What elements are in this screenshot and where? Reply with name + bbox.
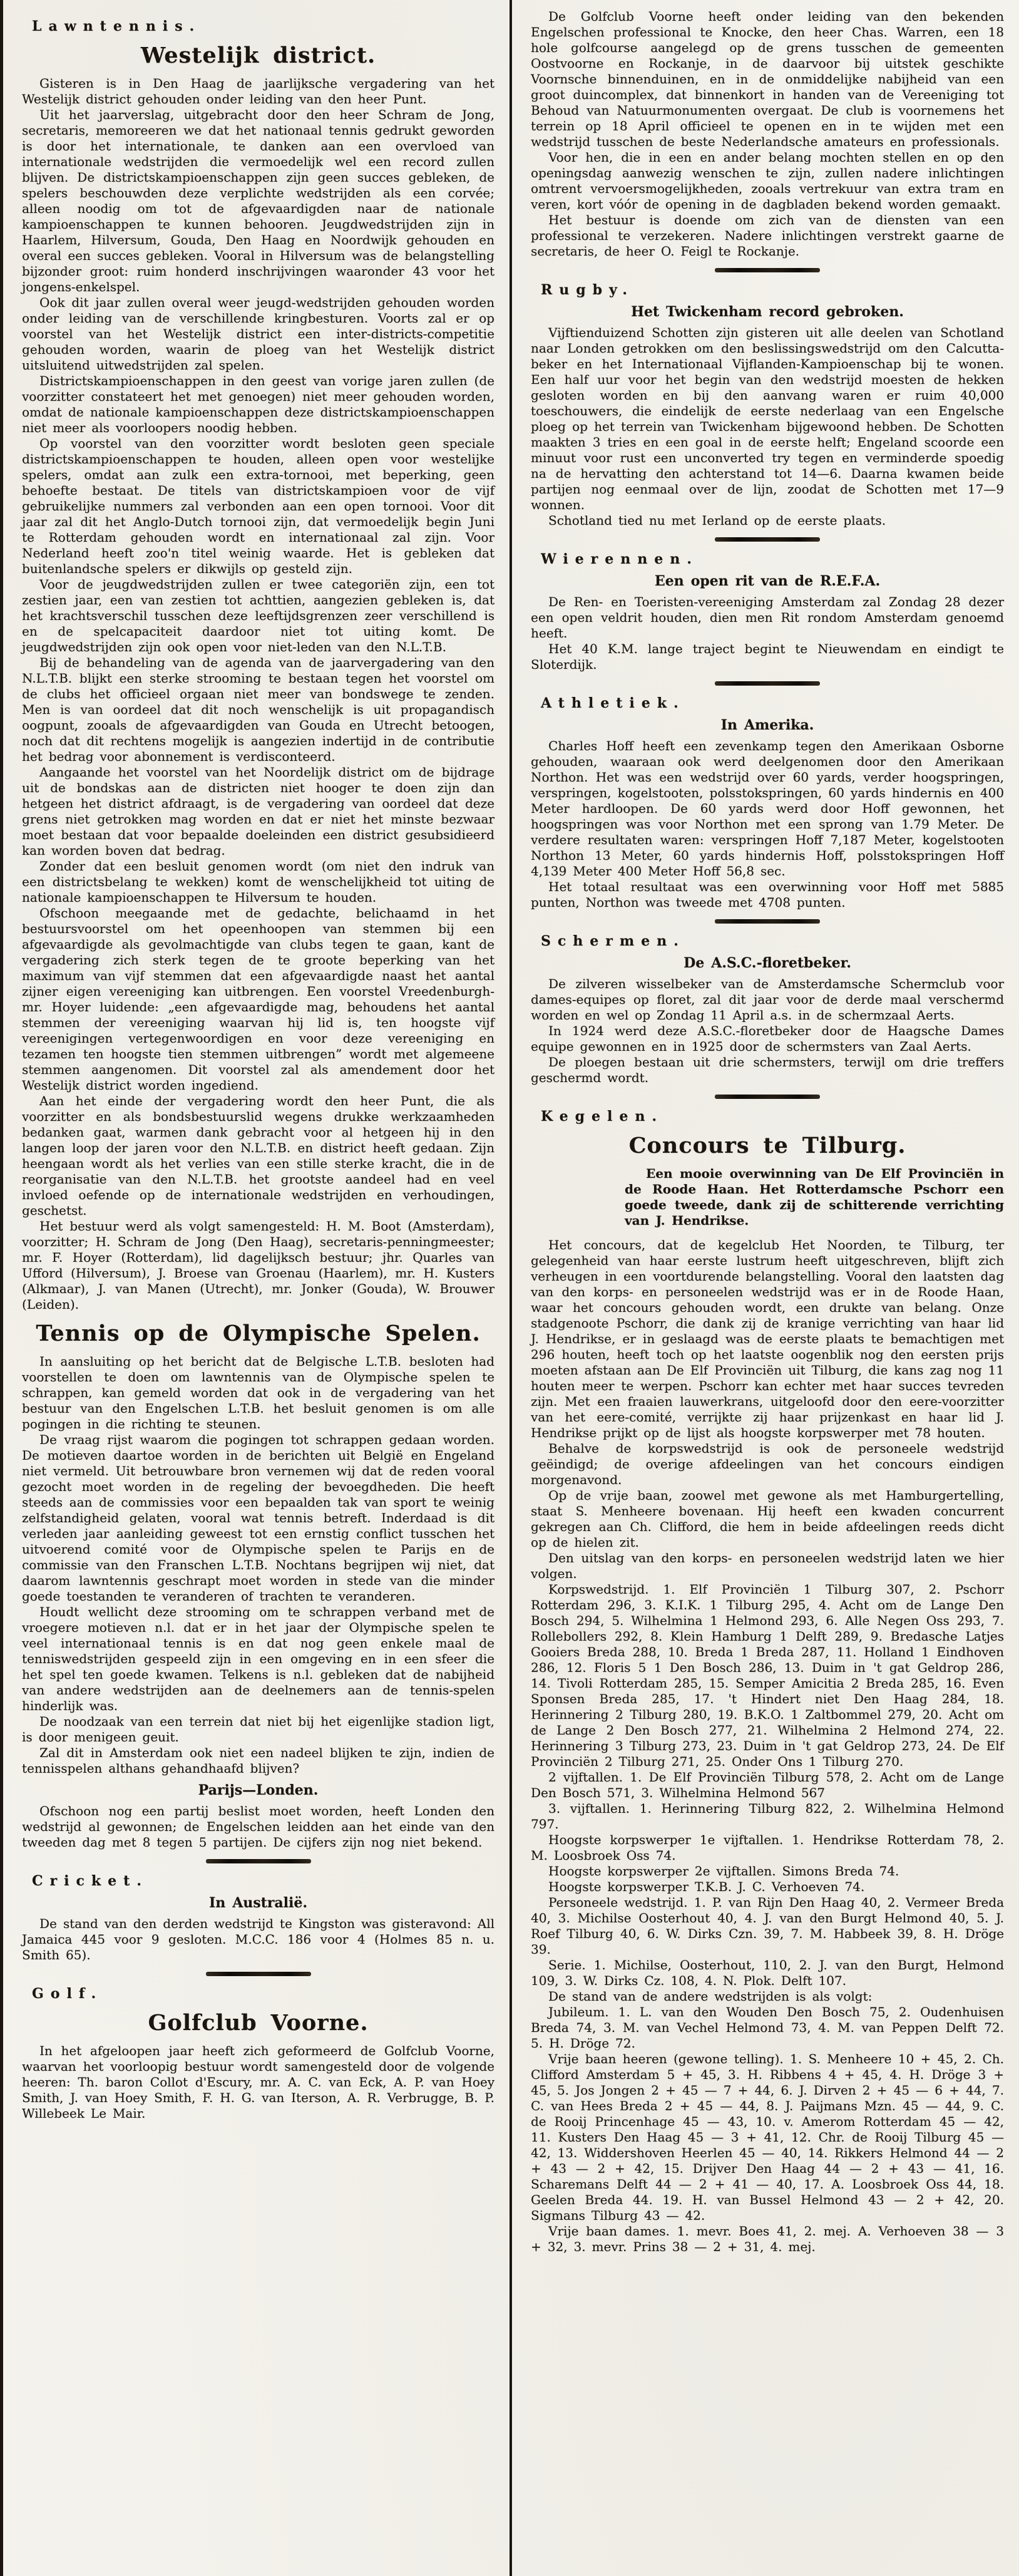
article-paragraph: Den uitslag van den korps- en personeelen wedstrijd laten we hier volgen. [531,1550,1004,1581]
article-paragraph: Gisteren is in Den Haag de jaarlijksche vergadering van het Westelijk district gehouden onder leiding van den heer Punt. [22,76,494,106]
article-subhead: In Amerika. [720,717,814,733]
article-paragraph: Ofschoon nog een partij beslist moet worden, heeft Londen den wedstrijd al gewonnen; de Engelschen leidden aan het einde van den tweeden dag met 8 tegen 5 partijen. De cijfers zijn nog niet bekend. [22,1803,494,1850]
article-paragraph: De Ren- en Toeristen-vereeniging Amsterdam zal Zondag 28 dezer een open veldrit houden, dien men Rit rondom Amsterdam genoemd heeft. [531,594,1004,641]
article-paragraph: Voor de jeugdwedstrijden zullen er twee categoriën zijn, een tot zestien jaar, een van zestien tot achttien, aangezien gebleken is, dat het krachtsverschil tusschen deze leeftijdsgrenzen zeer verschillend is en de spelcapaciteit daardoor niet tot uiting komt. De jeugdwedstrijden zijn ook open voor niet-leden van den N.L.T.B. [22,577,494,654]
section-divider [715,537,820,542]
article-headline: Golfclub Voorne. [148,2010,369,2036]
article-headline: Westelijk district. [140,43,376,68]
section-kicker: Athletiek. [541,695,685,711]
section-kicker: Wierennen. [541,551,699,567]
article-paragraph: Aan het einde der vergadering wordt den heer Punt, die als voorzitter en als bondsbestuurslid wegens drukke werkzaamheden bedanken gaat, warmen dank gebracht voor al hetgeen hij in den langen loop der jaren voor den N.L.T.B. en district heeft gedaan. Zijn heengaan wordt als het verlies van een stille sterke kracht, die in de reorganisatie van den N.L.T.B. het grootste aandeel had en veel invloed oefende op de internationale wedstrijden en verhoudingen, geschetst. [22,1093,494,1218]
article-paragraph: Vrije baan dames. 1. mevr. Boes 41, 2. mej. A. Verhoeven 38 — 3 + 32, 3. mevr. Prins 38 — 2 + 31, 4. mej. [531,2223,1004,2254]
article-subhead: Een open rit van de R.E.F.A. [654,573,881,589]
article-paragraph: Personeele wedstrijd. 1. P. van Rijn Den Haag 40, 2. Vermeer Breda 40, 3. Michilse Oosterhout 40, 4. J. van den Burgt Helmond 40, 5. J. Roef Tilburg 40, 6. W. Dirks Czn. 39, 7. M. Habbeek 39, 8. H. Dröge 39. [531,1895,1004,1957]
article-paragraph: Behalve de korpswedstrijd is ook de personeele wedstrijd geëindigd; de overige afdeelingen van het concours eindigen morgenavond. [531,1441,1004,1487]
article-paragraph: In het afgeloopen jaar heeft zich geformeerd de Golfclub Voorne, waarvan het voorloopig bestuur wordt samengesteld door de volgende heeren: Th. baron Collot d'Escury, mr. A. C. van Eck, A. P. van Hoey Smith, J. van Hoey Smith, F. H. G. van Iterson, A. R. Verbrugge, B. P. Willebeek Le Mair. [22,2043,494,2121]
article-paragraph: De stand van de andere wedstrijden is als volgt: [548,1989,873,2004]
article-paragraph: Ofschoon meegaande met de gedachte, belichaamd in het bestuursvoorstel om het opeenhoopen van stemmen bij een afgevaardigde als gevolmachtigde van clubs tegen te gaan, kant de vergadering zich sterk tegen de te groote beperking van het maximum van vijf stemmen dat een afgevaardigde naast het aantal zijner eigen vereeniging kan uitbrengen. Een voorstel Vreedenburgh-mr. Hoyer luidende: „een afgevaardigde mag, behoudens het aantal stemmen der vereeniging waarvan hij lid is, ten hoogste vijf vereenigingen vertegenwoordigen en voor deze vereeniging en tezamen ten hoogste tien stemmen uitbrengen” wordt met algemeene stemmen aangenomen. Dit voorstel zal als amendement door het Westelijk district worden ingediend. [22,905,494,1093]
section-divider [715,268,820,272]
article-headline: Tennis op de Olympische Spelen. [36,1321,481,1346]
article-lede: Een mooie overwinning van De Elf Provinciën in de Roode Haan. Het Rotterdamsche Pschorr een goede tweede, dank zij de schitterende verrichting van J. Hendrikse. [625,1166,1004,1228]
section-divider [715,919,820,924]
article-paragraph: Schotland tied nu met Ierland op de eerste plaats. [548,513,886,528]
left-column [0,0,509,2576]
section-divider [715,1095,820,1099]
article-subhead: In Australië. [208,1895,308,1911]
section-kicker: Lawntennis. [32,18,202,34]
article-paragraph: Het bestuur is doende om zich van de diensten van een professional te verzekeren. Nadere inlichtingen verstrekt gaarne de secretaris, de heer O. Feigl te Rockanje. [531,212,1004,259]
section-divider [715,681,820,686]
section-kicker: Rugby. [541,282,634,298]
article-paragraph: Op voorstel van den voorzitter wordt besloten geen speciale districtskampioenschappen te houden, alleen open voor westelijke spelers, omdat aan zulk een extra-tornooi, met beperking, geen behoefte bestaat. De titels van districtskampioen voor de vijf gebruikelijke nummers zal verbonden aan een open tornooi. Voor dit jaar zal dit het Anglo-Dutch tornooi zijn, dat vermoedelijk begin Juni te Rotterdam gehouden wordt en internationaal zal zijn. Voor Nederland heeft zoo'n titel weinig waarde. Het is gebleken dat buitenlandsche spelers er dikwijls op gesteld zijn. [22,436,494,576]
article-paragraph: Serie. 1. Michilse, Oosterhout, 110, 2. J. van den Burgt, Helmond 109, 3. W. Dirks Cz. 108, 4. N. Plok. Delft 107. [531,1957,1004,1988]
article-paragraph: Korpswedstrijd. 1. Elf Provinciën 1 Tilburg 307, 2. Pschorr Rotterdam 296, 3. K.I.K. 1 Tilburg 295, 4. Acht om de Lange Den Bosch 294, 5. Wilhelmina 1 Helmond 293, 6. Alle Negen Oss 293, 7. Rollebollers 292, 8. Klein Hamburg 1 Delft 289, 9. Bredasche Latjes Gooiers Breda 288, 10. Breda 1 Breda 287, 11. Holland 1 Eindhoven 286, 12. Floris 5 1 Den Bosch 286, 13. Duim in 't gat Geldrop 286, 14. Tivoli Rotterdam 285, 15. Semper Amicitia 2 Breda 285, 16. Even Sponsen Breda 285, 17. 't Hindert niet Den Haag 284, 18. Herinnering 2 Tilburg 280, 19. B.K.O. 1 Zaltbommel 279, 20. Acht om de Lange 2 Den Bosch 277, 21. Wilhelmina 2 Helmond 274, 22. Herinnering 3 Tilburg 273, 23. Duim in 't gat Geldrop 273, 24. De Elf Provinciën 2 Tilburg 271, 25. Onder Ons 1 Tilburg 270. [531,1582,1004,1769]
article-paragraph: Het concours, dat de kegelclub Het Noorden, te Tilburg, ter gelegenheid van haar eerste lustrum heeft uitgeschreven, blijft zich verheugen in een voortdurende belangstelling. Vooral den laatsten dag van den korps- en personeelen wedstrijd was er in de Roode Haan, waar het concours gehouden wordt, een drukte van belang. Onze stadgenoote Pschorr, die dank zij de kranige verrichting van haar lid J. Hendrikse, er in geslaagd was de eerste plaats te bemachtigen met 296 houten, heeft toch op het laatste oogenblik nog den eersten prijs moeten afstaan aan De Elf Provinciën uit Tilburg, die kans zag nog 11 houten meer te werpen. Pschorr kan echter met haar succes tevreden zijn. Met een fraaien lauwerkrans, uitgeloofd door den eere-voorzitter van het eere-comité, verrijkte zij haar prijzenkast en haar lid J. Hendrikse prijkt op de lijst als hoogste korpswerper met 78 houten. [531,1237,1004,1440]
article-paragraph: Hoogste korpswerper T.K.B. J. C. Verhoeven 74. [548,1879,865,1894]
article-paragraph: Hoogste korpswerper 1e vijftallen. 1. Hendrikse Rotterdam 78, 2. M. Loosbroek Oss 74. [531,1832,1004,1863]
article-subhead: Het Twickenham record gebroken. [631,304,904,320]
article-paragraph: 2 vijftallen. 1. De Elf Provinciën Tilburg 578, 2. Acht om de Lange Den Bosch 571, 3. Wilhelmina Helmond 567 [531,1770,1004,1800]
article-paragraph: In aansluiting op het bericht dat de Belgische L.T.B. besloten had voorstellen te doen om lawntennis van de Olympische spelen te schrappen, kan gemeld worden dat ook in de vergadering van het bestuur van den Engelschen L.T.B. het besluit genomen is om alle pogingen in die richting te steunen. [22,1354,494,1431]
article-paragraph: In 1924 werd deze A.S.C.-floretbeker door de Haagsche Dames equipe gewonnen en in 1925 door de schermsters van Zaal Aerts. [531,1023,1004,1054]
section-kicker: Golf. [32,1986,103,2002]
article-subhead: De A.S.C.-floretbeker. [684,955,851,971]
section-kicker: Kegelen. [541,1108,664,1125]
article-paragraph: Vrije baan heeren (gewone telling). 1. S. Menheere 10 + 45, 2. Ch. Clifford Amsterdam 5 + 45, 3. H. Ribbens 4 + 45, 4. H. Dröge 3 + 45, 5. Jos Jongen 2 + 45 — 7 + 44, 6. J. Dirven 2 + 45 — 6 + 44, 7. C. van Hees Breda 2 + 45 — 44, 8. J. Paijmans Mzn. 45 — 44, 9. C. de Rooij Princenhage 45 — 43, 10. v. Amerom Rotterdam 45 — 42, 11. Kusters Den Haag 45 — 3 + 41, 12. Chr. de Rooij Tilburg 45 — 42, 13. Widdershoven Heerlen 45 — 40, 14. Rikkers Helmond 44 — 2 + 43 — 2 + 42, 15. Drijver Den Haag 44 — 2 + 43 — 41, 16. Scharemans Delft 44 — 2 + 41 — 40, 17. A. Loosbroek Oss 44, 18. Geelen Breda 44. 19. H. van Bussel Helmond 43 — 2 + 42, 20. Sigmans Tilburg 43 — 42. [531,2051,1004,2223]
section-divider [206,1972,311,1976]
article-paragraph: Aangaande het voorstel van het Noordelijk district om de bijdrage uit de bondskas aan de districten niet hooger te doen zijn dan hetgeen het district afdraagt, is de vergadering van oordeel dat deze grens niet getrokken mag worden en dat er niet het minste bezwaar moet bestaan dat voor bepaalde doeleinden een district gesubsidieerd kan worden boven dat bedrag. [22,765,494,858]
article-paragraph: De stand van den derden wedstrijd te Kingston was gisteravond: All Jamaica 445 voor 9 gesloten. M.C.C. 186 voor 4 (Holmes 85 n. u. Smith 65). [22,1916,494,1962]
article-subhead: Parijs—Londen. [198,1782,319,1798]
article-paragraph: Het bestuur werd als volgt samengesteld: H. M. Boot (Amsterdam), voorzitter; H. Schram de Jong (Den Haag), secretaris-penningmeester; mr. F. Hoyer (Rotterdam), lid dagelijksch bestuur; jhr. Quarles van Ufford (Hilversum), J. Broese van Groenau (Haarlem), mr. H. Kusters (Alkmaar), J. van Manen (Utrecht), mr. Jonker (Gouda), W. Brouwer (Leiden). [22,1218,494,1312]
article-paragraph: Houdt wellicht deze strooming om te schrappen verband met de vroegere motieven n.l. dat er in het jaar der Olympische spelen te veel internationaal tennis is en dat nog geen enkele maal de tenniswedstrijden gespeeld zijn in een omgeving en in een sfeer die het spel ten goede kwamen. Telkens is n.l. gebleken dat de nabijheid van andere wedstrijden aan de deelnemers aan de tennis-spelen hinderlijk was. [22,1604,494,1713]
right-column [509,0,1019,2576]
article-headline: Concours te Tilburg. [628,1133,906,1158]
article-paragraph: 3. vijftallen. 1. Herinnering Tilburg 822, 2. Wilhelmina Helmond 797. [531,1801,1004,1832]
article-paragraph: Hoogste korpswerper 2e vijftallen. Simons Breda 74. [548,1863,899,1878]
article-paragraph: De noodzaak van een terrein dat niet bij het eigenlijke stadion ligt, is door menigeen geuit. [22,1714,494,1744]
section-kicker: Schermen. [541,933,685,949]
article-paragraph: De ploegen bestaan uit drie schermsters, terwijl om drie treffers geschermd wordt. [531,1054,1004,1085]
article-paragraph: Zal dit in Amsterdam ook niet een nadeel blijken te zijn, indien de tennisspelen althans gehandhaafd blijven? [22,1745,494,1776]
section-kicker: Cricket. [32,1873,148,1889]
article-paragraph: Op de vrije baan, zoowel met gewone als met Hamburgertelling, staat S. Menheere bovenaan. Hij heeft een kwaden concurrent gekregen aan Ch. Clifford, die hem in beide afdeelingen reeds dicht op de hielen zit. [531,1488,1004,1550]
article-paragraph: Ook dit jaar zullen overal weer jeugd-wedstrijden gehouden worden onder leiding van de verschillende kringbesturen. Voorts zal er op voorstel van het Westelijk district een inter-districts-competitie gehouden worden, waarin de ploeg van het Westelijk district uitsluitend uitwedstrijden zal spelen. [22,295,494,373]
article-paragraph: Districtskampioenschappen in den geest van vorige jaren zullen (de voorzitter constateert het met genoegen) niet meer gehouden worden, omdat de nationale kampioenschappen deze districtskampioenschappen niet meer als voorloopers noodig hebben. [22,373,494,435]
article-paragraph: De Golfclub Voorne heeft onder leiding van den bekenden Engelschen professional te Knocke, den heer Chas. Warren, een 18 hole golfcourse aangelegd op de grens tusschen de gemeenten Oostvoorne en Rockanje, in de daarvoor bij uitstek geschikte Voornsche binnenduinen, en in de onmiddelijke nabijheid van een groot duincomplex, dat binnenkort in handen van de Vereeniging tot Behoud van Natuurmonumenten overgaat. De club is voornemens het terrein op 18 April officieel te openen en in te wijden met een wedstrijd tusschen de beste Nederlandsche amateurs en professionals. [531,9,1004,149]
article-paragraph: Uit het jaarverslag, uitgebracht door den heer Schram de Jong, secretaris, memoreeren we dat het nationaal tennis gedrukt geworden is door het internationale, te danken aan een overvloed van internationale wedstrijden die vermoedelijk wel een record zullen blijven. De districtskampioenschappen zijn geen succes gebleken, de spelers beschouwden deze verplichte wedstrijden als een corvée; alleen noodig om tot de afgevaardigden naar de nationale kampioenschappen te kunnen behooren. Jeugdwedstrijden zijn in Haarlem, Hilversum, Gouda, Den Haag en Noordwijk gehouden en overal een succes gebleken. Vooral in Hilversum was de belangstelling bijzonder groot: ruim honderd inschrijvingen waaronder 43 voor het jongens-enkelspel. [22,107,494,294]
article-paragraph: De zilveren wisselbeker van de Amsterdamsche Schermclub voor dames-equipes op floret, zal dit jaar voor de derde maal verschermd worden en wel op Zondag 11 April a.s. in de schermzaal Aerts. [531,976,1004,1023]
article-paragraph: Voor hen, die in een en ander belang mochten stellen en op den openingsdag aanwezig wenschen te zijn, zullen nadere inlichtingen omtrent vervoersmogelijkheden, zooals vertrekuur van extra tram en veren, kort vóór de opening in de dagbladen bekend worden gemaakt. [531,150,1004,212]
article-paragraph: Vijftienduizend Schotten zijn gisteren uit alle deelen van Schotland naar Londen getrokken om den beslissingswedstrijd om den Calcutta-beker en het Internationaal Vijflanden-Kampioenschap bij te wonen. Een half uur voor het begin van den wedstrijd moesten de hekken gesloten worden en bij den aanvang waren er ruim 40,000 toeschouwers, die eindelijk de eerste nederlaag van een Engelsche ploeg op het terrein van Twickenham bijgewoond hebben. De Schotten maakten 3 tries en een goal in de eerste helft; Engeland scoorde een minuut voor rust een unconverted try tegen en verminderde spoedig na de hervatting den achterstand tot 14—6. Daarna kwamen beide partijen nog eenmaal over de lijn, zoodat de Schotten met 17—9 wonnen. [531,325,1004,512]
article-paragraph: Bij de behandeling van de agenda van de jaarvergadering van den N.L.T.B. blijkt een sterke strooming te bestaan tegen het voorstel om de clubs het officieel orgaan niet meer van bondswege te zenden. Men is van oordeel dat dit noch wenschelijk is uit propagandisch oogpunt, zooals de afgevaardigden van Gouda en Utrecht betoogen, noch dat dit rechtens mogelijk is aangezien indertijd in de contributie het bedrag voor abonnement is verdisconteerd. [22,655,494,764]
article-paragraph: Jubileum. 1. L. van den Wouden Den Bosch 75, 2. Oudenhuisen Breda 74, 3. M. van Vechel Helmond 73, 4. M. van Peppen Delft 72. 5. H. Dröge 72. [531,2004,1004,2051]
article-paragraph: Het 40 K.M. lange traject begint te Nieuwendam en eindigt te Sloterdijk. [531,641,1004,672]
article-paragraph: De vraag rijst waarom die pogingen tot schrappen gedaan worden. De motieven daartoe worden in de berichten uit België en Engeland niet vermeld. Uit betrouwbare bron vernemen wij dat de reden vooral gezocht moet worden in de regeling der bevoegdheden. Die heeft steeds aan de commissies voor een bepaalden tak van sport te weinig zelfstandigheid gelaten, vooral wat tennis betreft. Inderdaad is dit verleden jaar aanleiding geweest tot een ernstig conflict tusschen het uitvoerend comité voor de Olympische spelen te Parijs en de commissie van den Franschen L.T.B. Nochtans begrijpen wij niet, dat daarom lawntennis geschrapt moet worden in stede van die minder goede toestanden te veranderen of trachten te veranderen. [22,1432,494,1604]
article-paragraph: Charles Hoff heeft een zevenkamp tegen den Amerikaan Osborne gehouden, waaraan ook werd deelgenomen door den Amerikaan Northon. Het was een wedstrijd over 60 yards, verder hoogspringen, verspringen, kogelstooten, polsstokspringen, 60 yards hindernis en 400 Meter hardloopen. De 60 yards werd door Hoff gewonnen, het hoogspringen was voor Northon met een sprong van 1.79 Meter. De verdere resultaten waren: verspringen Hoff 7,187 Meter, kogelstooten Northon 13 Meter, 60 yards hindernis Hoff, polsstokspringen Hoff 4,139 Meter 400 Meter Hoff 56,8 sec. [531,738,1004,878]
section-divider [206,1859,311,1863]
article-paragraph: Het totaal resultaat was een overwinning voor Hoff met 5885 punten, Northon was tweede met 4708 punten. [531,879,1004,910]
article-paragraph: Zonder dat een besluit genomen wordt (om niet den indruk van een districtsbelang te wekken) komt de wenschelijkheid tot uiting de nationale kampioenschappen te Hilversum te houden. [22,858,494,905]
